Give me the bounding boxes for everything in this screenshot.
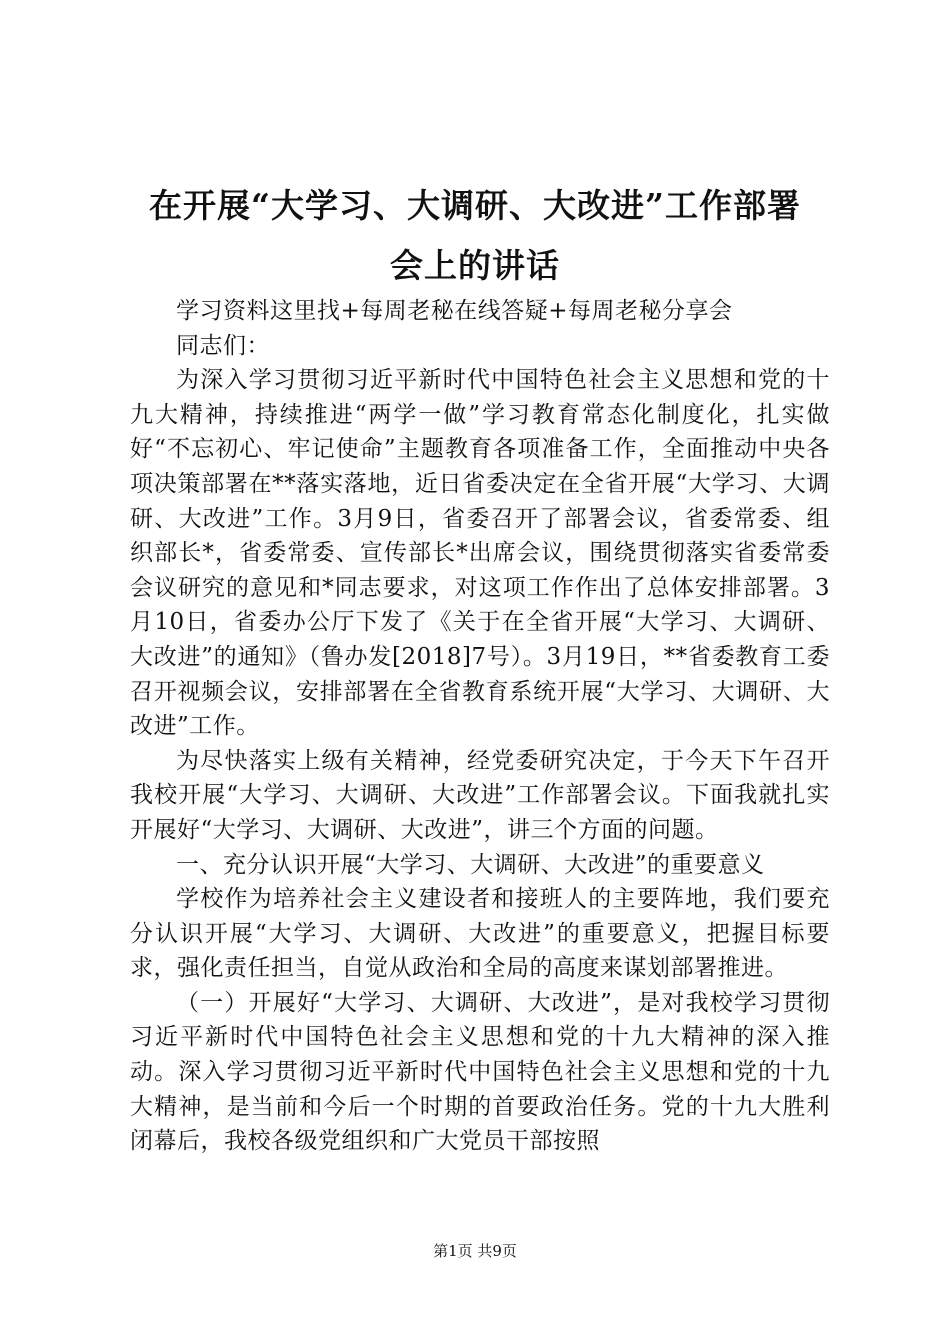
body-paragraph: （一）开展好“大学习、大调研、大改进”，是对我校学习贯彻习近平新时代中国特色社会主义思想和党的十九大精神的深入推动。深入学习贯彻习近平新时代中国特色社会主义思想和党的十九大精神，是当前和今后一个时期的首要政治任务。党的十九大胜利闭幕后，我校各级党组织和广大党员干部按照 [130,989,830,1155]
document-title-line-1: 在开展“大学习、大调研、大改进”工作部署 [149,186,801,225]
salutation: 同志们： [176,332,270,359]
promo-line: 学习资料这里找+每周老秘在线答疑+每周老秘分享会 [176,298,733,324]
section-heading: 一、充分认识开展“大学习、大调研、大改进”的重要意义 [176,851,765,878]
body-paragraph: 为尽快落实上级有关精神，经党委研究决定，于今天下午召开我校开展“大学习、大调研、大改进”工作部署会议。下面我就扎实开展好“大学习、大调研、大改进”，讲三个方面的问题。 [130,747,830,843]
document-body [130,294,830,1159]
body-paragraph: 学校作为培养社会主义建设者和接班人的主要阵地，我们要充分认识开展“大学习、大调研、大改进”的重要意义，把握目标要求，强化责任担当，自觉从政治和全局的高度来谋划部署推进。 [130,886,830,982]
body-paragraph: 为深入学习贯彻习近平新时代中国特色社会主义思想和党的十九大精神，持续推进“两学一做”学习教育常态化制度化，扎实做好“不忘初心、牢记使命”主题教育各项准备工作，全面推动中央各项决策部署在**落实落地，近日省委决定在全省开展“大学习、大调研、大改进”工作。3月9日，省委召开了部署会议，省委常委、组织部长*，省委常委、宣传部长*出席会议，围绕贯彻落实省委常委会议研究的意见和*同志要求，对这项工作作出了总体安排部署。3月10日，省委办公厅下发了《关于在全省开展“大学习、大调研、大改进”的通知》（鲁办发[2018]7号）。3月19日，**省委教育工委召开视频会议，安排部署在全省教育系统开展“大学习、大调研、大改进”工作。 [130,367,830,740]
document-title-line-2: 会上的讲话 [390,246,560,285]
page-number-footer: 第1页 共9页 [433,1242,517,1260]
